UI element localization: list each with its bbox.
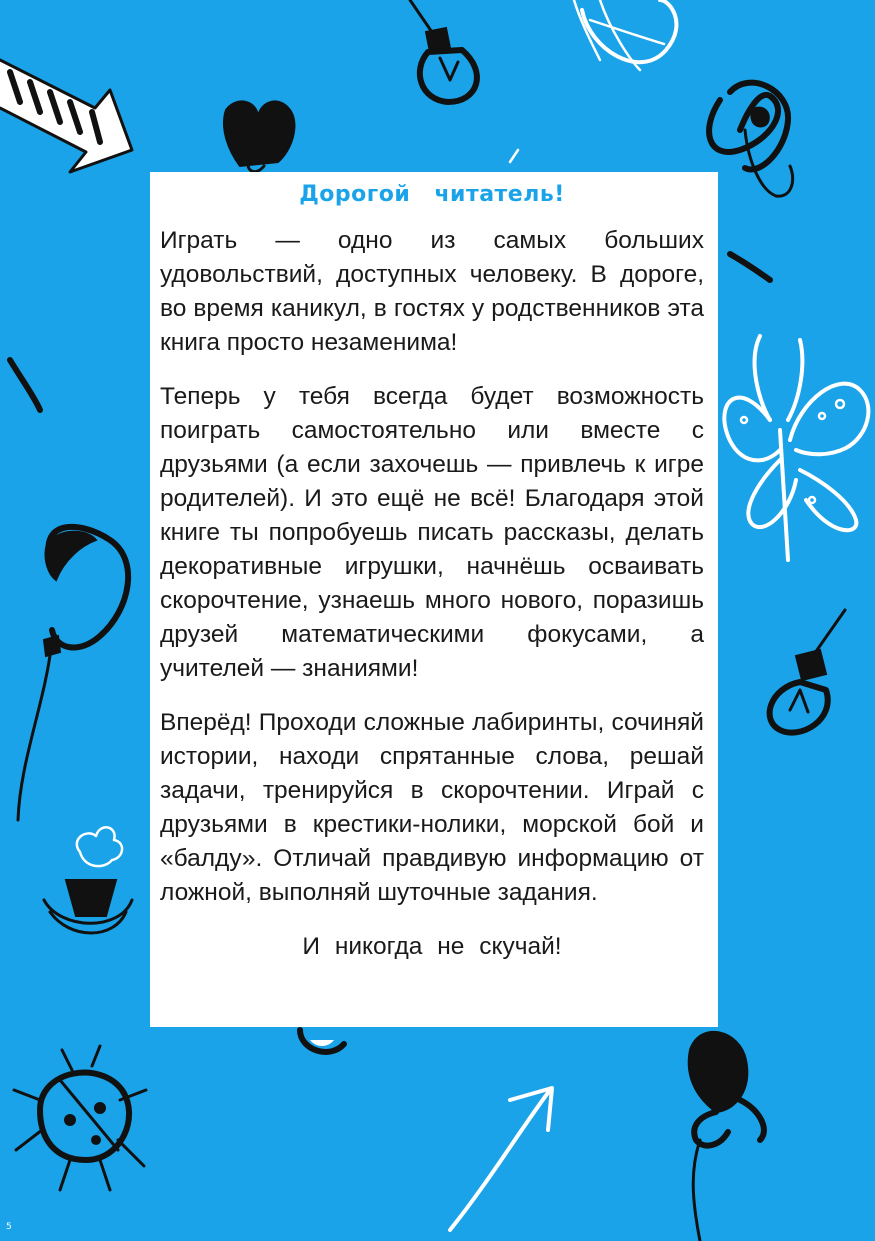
letter-card bbox=[150, 172, 718, 1027]
letter-paragraph-2: Теперь у тебя всегда будет возможность поиграть самостоятельно или вместе с друзьями (а если захочешь — привлечь к игре родителей). И это ещё не всё! Благодаря этой книге ты попробуешь писать рассказы, делать декоративные игрушки, начнёшь осваивать скорочтение, узнаешь много нового, поразишь друзей математическими фокусами, а учителей — знаниями! bbox=[160, 383, 704, 682]
balloon-icon bbox=[689, 1032, 764, 1241]
stroke-decoration bbox=[730, 254, 770, 280]
cupcake-icon bbox=[44, 827, 132, 933]
bow-icon bbox=[709, 83, 793, 196]
balloon-icon bbox=[18, 527, 128, 820]
letter-paragraph-1: Играть — одно из самых больших удовольствий, доступных человеку. В дороге, во время каникул, в гостях у родственников эта книга просто незаменима! bbox=[160, 227, 704, 356]
page-number: 5 bbox=[6, 1222, 12, 1232]
letter-title: Дорогой читатель! bbox=[299, 182, 565, 207]
spark-icon bbox=[510, 150, 518, 162]
butterfly-icon bbox=[724, 336, 868, 560]
ball-icon bbox=[574, 0, 676, 70]
lightbulb-icon bbox=[410, 0, 477, 102]
ladybug-icon bbox=[14, 1046, 146, 1190]
stroke-decoration bbox=[10, 360, 40, 410]
letter-closing: И никогда не скучай! bbox=[302, 933, 562, 960]
letter-paragraph-3: Вперёд! Проходи сложные лабиринты, сочиняй истории, находи спрятанные слова, решай задачи, тренируйся в скорочтении. Играй с друзьями в крестики-нолики, морской бой и «балду». Отличай правдивую информацию от ложной, выполняй шуточные задания. bbox=[160, 709, 704, 906]
pacifier-icon bbox=[300, 1030, 344, 1052]
arrow-icon bbox=[450, 1088, 552, 1230]
arrow-icon bbox=[0, 60, 132, 172]
hand-doodle-icon bbox=[224, 101, 295, 171]
lightbulb-icon bbox=[770, 610, 845, 733]
